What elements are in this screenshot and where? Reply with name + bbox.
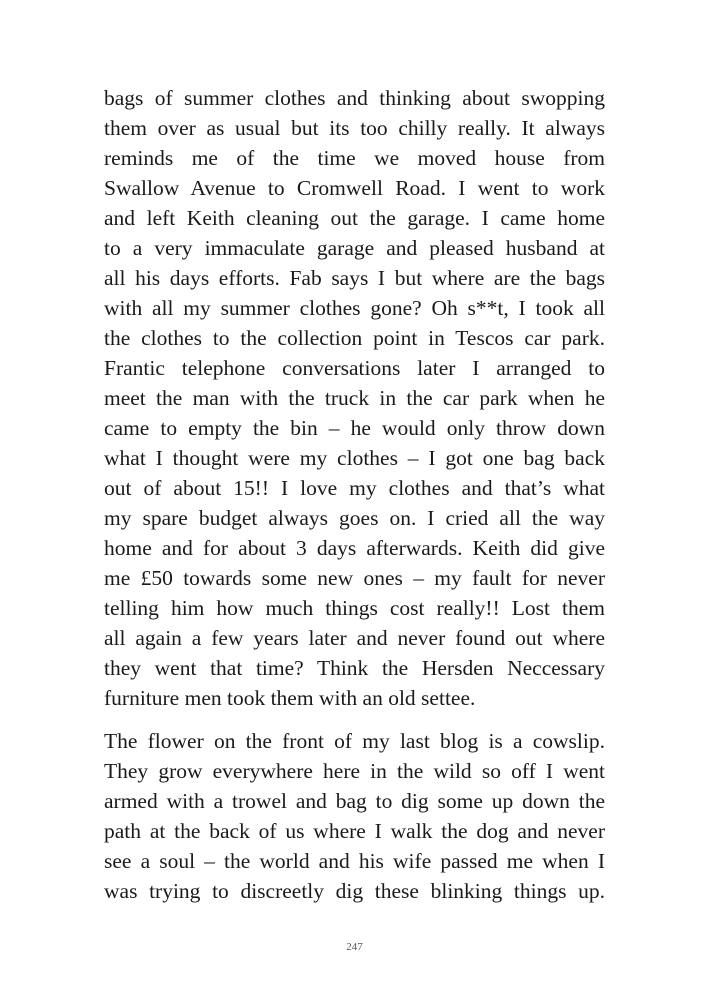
text-line: with all my summer clothes gone? Oh s**t, I took all (104, 296, 605, 320)
text-line: telling him how much things cost really!! Lost them (104, 596, 605, 620)
text-line: what I thought were my clothes – I got one bag back (104, 446, 605, 470)
text-line: and left Keith cleaning out the garage. I came home (104, 206, 605, 230)
text-line: Frantic telephone conversations later I arranged to (104, 356, 605, 380)
text-line: them over as usual but its too chilly really. It always (104, 116, 605, 140)
paragraph-2 (104, 726, 605, 906)
text-line: meet the man with the truck in the car park when he (104, 386, 605, 410)
text-line: home and for about 3 days afterwards. Keith did give (104, 536, 605, 560)
body-text (104, 83, 605, 906)
text-line: the clothes to the collection point in Tescos car park. (104, 326, 605, 350)
text-line: my spare budget always goes on. I cried all the way (104, 506, 605, 530)
text-line: reminds me of the time we moved house from (104, 146, 605, 170)
text-line: furniture men took them with an old settee. (104, 686, 476, 710)
text-line: to a very immaculate garage and pleased husband at (104, 236, 605, 260)
text-line: bags of summer clothes and thinking about swopping (104, 86, 605, 110)
paragraph-1 (104, 83, 605, 713)
text-line: they went that time? Think the Hersden Neccessary (104, 656, 605, 680)
text-line: was trying to discreetly dig these blinking things up. (104, 879, 605, 903)
page-number: 247 (346, 941, 363, 953)
text-line: see a soul – the world and his wife passed me when I (104, 849, 605, 873)
text-line: Swallow Avenue to Cromwell Road. I went to work (104, 176, 605, 200)
text-line: all again a few years later and never found out where (104, 626, 605, 650)
text-line: armed with a trowel and bag to dig some up down the (104, 789, 605, 813)
text-line: me £50 towards some new ones – my fault for never (104, 566, 605, 590)
text-line: out of about 15!! I love my clothes and that’s what (104, 476, 605, 500)
text-line: all his days efforts. Fab says I but where are the bags (104, 266, 605, 290)
text-line: came to empty the bin – he would only throw down (104, 416, 605, 440)
text-line: path at the back of us where I walk the dog and never (104, 819, 605, 843)
text-line: The flower on the front of my last blog is a cowslip. (104, 729, 605, 753)
text-line: They grow everywhere here in the wild so off I went (104, 759, 605, 783)
